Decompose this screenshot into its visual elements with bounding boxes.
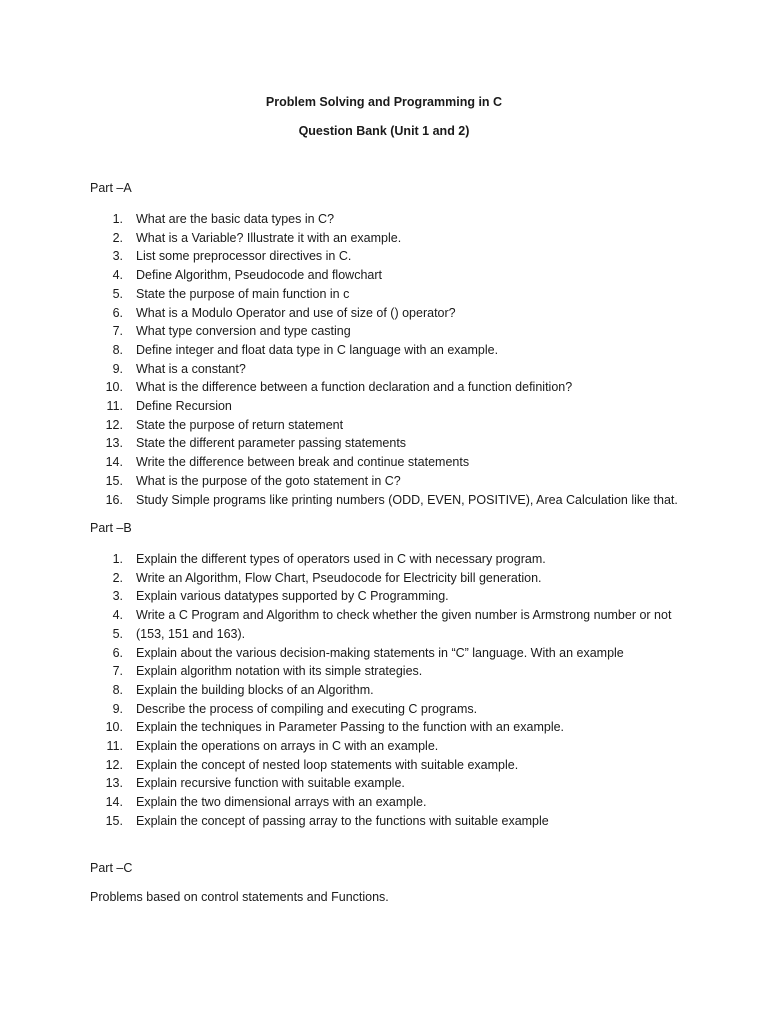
list-item-text: State the purpose of main function in c [136,286,350,301]
list-item-number: 6. [112,305,123,320]
list-item-text: State the purpose of return statement [136,417,344,432]
list-item-number: 8. [112,342,123,357]
list-item-text: Describe the process of compiling and executing C programs. [136,701,478,716]
list-item-number: 9. [112,701,123,716]
list-item-text: What is the purpose of the goto statement in C? [136,473,401,488]
list-item [90,322,690,341]
list-item-number: 11. [106,739,123,754]
part-a-heading: Part –A [90,181,132,195]
list-item-number: 10. [105,720,123,735]
list-item [90,210,690,229]
list-item [90,285,690,304]
list-item-text: Explain the techniques in Parameter Passing to the function with an example. [136,720,565,735]
list-item [90,247,690,266]
list-item-text: Define Recursion [136,399,232,414]
list-item [90,569,690,588]
list-item-number: 4. [112,268,123,283]
list-item [90,229,690,248]
list-item [90,700,690,719]
list-item-text: Explain various datatypes supported by C Programming. [136,589,449,604]
list-item-number: 3. [112,249,123,264]
part-b-question-list [90,550,690,831]
list-item-text: State the different parameter passing statements [136,436,407,451]
list-item [90,681,690,700]
list-item [90,587,690,606]
list-item-text: What is a constant? [136,361,246,376]
list-item-text: Study Simple programs like printing numbers (ODD, EVEN, POSITIVE), Area Calculation like that. [136,492,678,507]
list-item [90,662,690,681]
list-item [90,718,690,737]
list-item [90,625,690,644]
list-item-number: 9. [112,361,123,376]
list-item-number: 8. [112,682,123,697]
list-item [90,378,690,397]
list-item-text: Explain recursive function with suitable example. [136,776,405,791]
list-item-number: 16. [105,492,123,507]
list-item-text: Explain about the various decision-making statements in “C” language. With an example [136,645,624,660]
list-item-text: What is a Variable? Illustrate it with an example. [136,230,402,245]
list-item-text: What are the basic data types in C? [136,212,335,226]
list-item-number: 15. [105,813,123,828]
list-item [90,606,690,625]
list-item-text: Write an Algorithm, Flow Chart, Pseudocode for Electricity bill generation. [136,570,542,585]
list-item-number: 5. [112,626,123,641]
part-a-question-list [90,210,690,509]
list-item-text: Explain the operations on arrays in C with an example. [136,739,439,754]
list-item-number: 13. [105,436,123,451]
list-item-text: Explain the concept of passing array to the functions with suitable example [136,813,549,828]
part-c-heading: Part –C [90,861,133,875]
list-item [90,453,690,472]
list-item [90,774,690,793]
list-item-text: What is the difference between a function declaration and a function definition? [136,380,573,395]
list-item-number: 13. [105,776,123,791]
list-item-number: 7. [112,664,123,679]
list-item-number: 14. [105,795,123,810]
list-item-text: What type conversion and type casting [136,324,351,339]
list-item [90,416,690,435]
list-item-number: 2. [112,230,123,245]
list-item-text: Explain the different types of operators used in C with necessary program. [136,552,546,566]
list-item-text: (153, 151 and 163). [136,626,246,641]
list-item [90,644,690,663]
list-item [90,434,690,453]
list-item [90,491,690,510]
list-item-text: Write a C Program and Algorithm to check whether the given number is Armstrong number or not [136,608,672,623]
list-item-number: 12. [105,417,123,432]
list-item-number: 6. [112,645,123,660]
list-item-text: Define integer and float data type in C language with an example. [136,342,499,357]
list-item-number: 15. [105,473,123,488]
list-item-number: 3. [112,589,123,604]
list-item-number: 7. [112,324,123,339]
list-item-number: 1. [112,552,123,566]
list-item-text: Explain the building blocks of an Algorithm. [136,682,374,697]
list-item-number: 14. [105,455,123,470]
list-item-number: 4. [112,608,123,623]
list-item-number: 11. [106,399,123,414]
list-item-text: What is a Modulo Operator and use of size of () operator? [136,305,456,320]
list-item-text: List some preprocessor directives in C. [136,249,352,264]
list-item [90,266,690,285]
list-item [90,812,690,831]
list-item-number: 1. [112,212,123,226]
list-item [90,360,690,379]
list-item-text: Write the difference between break and continue statements [136,455,470,470]
list-item [90,550,690,569]
document-subtitle: Question Bank (Unit 1 and 2) [298,124,470,138]
list-item [90,472,690,491]
list-item-number: 2. [112,570,123,585]
part-b-heading: Part –B [90,521,132,535]
list-item-text: Explain the two dimensional arrays with an example. [136,795,427,810]
list-item [90,737,690,756]
list-item-number: 12. [105,757,123,772]
list-item [90,304,690,323]
document-title: Problem Solving and Programming in C [265,95,503,109]
list-item-text: Define Algorithm, Pseudocode and flowchart [136,268,382,283]
part-c-text: Problems based on control statements and Functions. [90,890,389,904]
list-item-number: 10. [105,380,123,395]
list-item [90,397,690,416]
list-item-number: 5. [112,286,123,301]
list-item [90,793,690,812]
list-item-text: Explain the concept of nested loop statements with suitable example. [136,757,519,772]
list-item [90,341,690,360]
list-item [90,756,690,775]
list-item-text: Explain algorithm notation with its simple strategies. [136,664,423,679]
